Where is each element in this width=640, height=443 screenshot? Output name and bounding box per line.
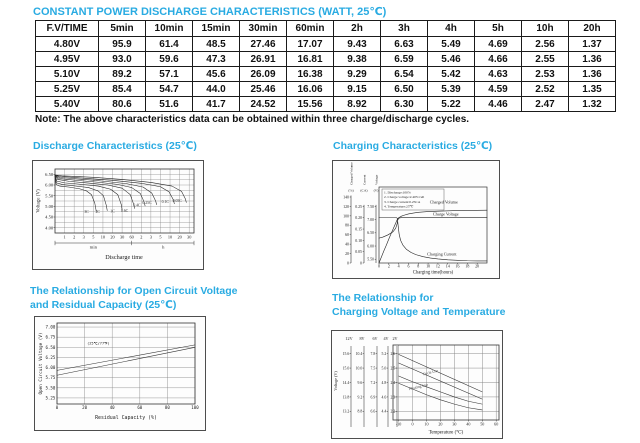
svg-text:0: 0 — [378, 263, 380, 269]
discharge-section-title: Discharge Characteristics (25℃) — [33, 140, 197, 152]
svg-text:8V: 8V — [359, 336, 365, 341]
svg-text:4.6: 4.6 — [381, 395, 387, 400]
table-cell: 5.42 — [428, 67, 475, 82]
svg-text:7.00: 7.00 — [367, 218, 374, 223]
table-cell: 4.66 — [475, 52, 522, 67]
table-cell: 2.47 — [522, 97, 569, 112]
svg-text:12: 12 — [435, 263, 440, 269]
svg-text:2.6: 2.6 — [390, 352, 396, 357]
svg-text:Temperature (℃): Temperature (℃) — [428, 430, 464, 436]
col-header: 3h — [381, 21, 428, 37]
svg-text:60: 60 — [129, 234, 134, 240]
svg-text:20: 20 — [475, 263, 480, 269]
col-header: 4h — [428, 21, 475, 37]
svg-text:5: 5 — [159, 234, 162, 240]
table-cell: 5.49 — [428, 37, 475, 52]
temp-plot-svg — [332, 331, 502, 438]
ocv-title-line2: and Residual Capacity (25℃) — [30, 299, 177, 311]
svg-text:Discharge time: Discharge time — [105, 254, 143, 261]
svg-text:9.2: 9.2 — [357, 395, 363, 400]
svg-text:6V: 6V — [372, 336, 378, 341]
svg-text:Charge Voltage: Charge Voltage — [432, 211, 459, 217]
svg-text:0.1C: 0.1C — [161, 200, 169, 205]
page-title: CONSTANT POWER DISCHARGE CHARACTERISTICS (WATT, 25℃) — [33, 6, 387, 18]
table-cell: 2.52 — [522, 82, 569, 97]
svg-text:2: 2 — [387, 263, 390, 269]
svg-text:Current: Current — [362, 174, 367, 185]
svg-text:(V): (V) — [373, 188, 379, 193]
table-cell: 61.4 — [146, 37, 193, 52]
svg-text:4V: 4V — [383, 336, 389, 341]
col-header: 60min — [287, 21, 334, 37]
svg-text:6.00: 6.00 — [45, 365, 56, 371]
table-row — [36, 52, 616, 67]
svg-text:14.4: 14.4 — [342, 380, 350, 385]
col-header: 10h — [522, 21, 569, 37]
table-cell: 1.35 — [569, 82, 616, 97]
svg-text:20: 20 — [177, 234, 182, 240]
ocv-residual-capacity-chart — [34, 316, 206, 431]
svg-text:20: 20 — [345, 251, 349, 256]
table-cell: 59.6 — [146, 52, 193, 67]
svg-text:0.4C: 0.4C — [133, 203, 141, 208]
svg-text:2.2: 2.2 — [390, 409, 396, 414]
svg-text:0: 0 — [360, 261, 362, 266]
table-row — [36, 37, 616, 52]
table-cell: 16.81 — [287, 52, 334, 67]
svg-text:60: 60 — [494, 421, 499, 427]
svg-text:1. Discharge:100%: 1. Discharge:100% — [384, 190, 411, 195]
svg-text:7.5: 7.5 — [370, 366, 376, 371]
table-cell: 54.7 — [146, 82, 193, 97]
table-cell: 85.4 — [99, 82, 146, 97]
col-header: 2h — [334, 21, 381, 37]
table-cell: 27.46 — [240, 37, 287, 52]
table-body — [36, 37, 616, 112]
svg-text:60: 60 — [345, 233, 349, 238]
table-cell: 1.32 — [569, 97, 616, 112]
svg-text:5.25: 5.25 — [45, 395, 56, 401]
col-header: 10min — [146, 21, 193, 37]
svg-text:5.50: 5.50 — [367, 257, 374, 262]
svg-text:2.4: 2.4 — [390, 380, 396, 385]
table-row — [36, 67, 616, 82]
table-cell: 25.46 — [240, 82, 287, 97]
constant-power-discharge-table — [35, 20, 616, 112]
svg-text:-10: -10 — [395, 421, 402, 427]
svg-text:13.8: 13.8 — [342, 395, 350, 400]
svg-text:2. Charge voltage:2.40V/cell: 2. Charge voltage:2.40V/cell — [384, 195, 425, 200]
svg-text:5.2: 5.2 — [381, 352, 387, 357]
table-cell: 15.56 — [287, 97, 334, 112]
svg-text:(25℃/77℉): (25℃/77℉) — [87, 341, 110, 346]
svg-text:7.00: 7.00 — [45, 324, 56, 330]
table-cell: 4.59 — [475, 82, 522, 97]
svg-text:5.75: 5.75 — [45, 375, 56, 381]
svg-text:6.00: 6.00 — [45, 182, 54, 188]
table-cell: 4.95V — [36, 52, 99, 67]
svg-text:10.4: 10.4 — [355, 352, 363, 357]
svg-text:4: 4 — [397, 263, 400, 269]
svg-text:Charging Current: Charging Current — [427, 251, 457, 257]
svg-text:40: 40 — [345, 242, 349, 247]
table-cell: 1.36 — [569, 67, 616, 82]
table-cell: 9.38 — [334, 52, 381, 67]
table-cell: 5.25V — [36, 82, 99, 97]
svg-text:20: 20 — [438, 421, 443, 427]
table-cell: 45.6 — [193, 67, 240, 82]
svg-text:Voltage: Voltage — [374, 174, 379, 185]
svg-text:2V: 2V — [392, 336, 398, 341]
table-cell: 16.38 — [287, 67, 334, 82]
svg-text:0.15: 0.15 — [355, 227, 362, 232]
svg-text:10: 10 — [426, 263, 431, 269]
svg-text:5.0: 5.0 — [381, 366, 387, 371]
table-row — [36, 82, 616, 97]
table-cell: 24.52 — [240, 97, 287, 112]
table-cell: 4.69 — [475, 37, 522, 52]
svg-text:80: 80 — [345, 223, 349, 228]
table-cell: 1.37 — [569, 37, 616, 52]
svg-text:2: 2 — [140, 234, 143, 240]
svg-text:6.50: 6.50 — [367, 231, 374, 236]
svg-text:4.4: 4.4 — [381, 409, 387, 414]
svg-text:7.2: 7.2 — [370, 380, 376, 385]
charging-chart — [332, 160, 500, 279]
table-cell: 9.29 — [334, 67, 381, 82]
table-cell: 5.39 — [428, 82, 475, 97]
svg-text:1C: 1C — [110, 209, 115, 214]
svg-text:0: 0 — [411, 421, 414, 427]
charging-section-title: Charging Characteristics (25℃) — [333, 140, 493, 152]
svg-text:Residual Capacity (%): Residual Capacity (%) — [95, 415, 157, 421]
svg-text:3: 3 — [149, 234, 152, 240]
table-cell: 9.15 — [334, 82, 381, 97]
charging-plot-svg — [333, 161, 499, 278]
table-header — [36, 21, 616, 37]
svg-text:2.3: 2.3 — [390, 395, 396, 400]
svg-text:2: 2 — [73, 234, 76, 240]
svg-text:5.50: 5.50 — [45, 193, 54, 199]
svg-text:6.9: 6.9 — [370, 395, 376, 400]
discharge-plot-svg — [33, 161, 203, 269]
table-cell: 26.09 — [240, 67, 287, 82]
svg-text:0: 0 — [55, 405, 59, 410]
table-cell: 47.3 — [193, 52, 240, 67]
table-cell: 41.7 — [193, 97, 240, 112]
table-cell: 2.55 — [522, 52, 569, 67]
svg-text:40: 40 — [109, 405, 115, 410]
temp-section-title — [332, 291, 505, 319]
svg-text:50: 50 — [480, 421, 485, 427]
table-cell: 95.9 — [99, 37, 146, 52]
table-cell: 5.46 — [428, 52, 475, 67]
svg-text:100: 100 — [343, 214, 349, 219]
table-cell: 1.36 — [569, 52, 616, 67]
svg-text:min: min — [89, 244, 97, 250]
svg-text:Floating Use: Floating Use — [408, 382, 429, 392]
table-cell: 93.0 — [99, 52, 146, 67]
svg-text:6.75: 6.75 — [45, 334, 56, 340]
ocv-plot-svg — [35, 317, 205, 430]
svg-text:6.50: 6.50 — [45, 171, 54, 177]
svg-text:15.0: 15.0 — [342, 366, 350, 371]
table-cell: 2.53 — [522, 67, 569, 82]
svg-text:0.25: 0.25 — [355, 204, 362, 209]
svg-text:4. Temperature:25℃: 4. Temperature:25℃ — [384, 204, 414, 209]
svg-text:0.6C: 0.6C — [120, 209, 129, 214]
svg-text:120: 120 — [343, 204, 349, 209]
table-cell: 57.1 — [146, 67, 193, 82]
svg-text:3: 3 — [82, 234, 85, 240]
table-note: Note: The above characteristics data can be obtained within three charge/discharge cycles. — [35, 114, 470, 125]
svg-text:12V: 12V — [345, 336, 353, 341]
svg-text:0: 0 — [347, 261, 349, 266]
table-cell: 48.5 — [193, 37, 240, 52]
svg-text:18: 18 — [465, 263, 470, 269]
table-row — [36, 97, 616, 112]
svg-text:80: 80 — [164, 405, 170, 410]
svg-text:6.6: 6.6 — [370, 409, 376, 414]
table-cell: 6.59 — [381, 52, 428, 67]
table-cell: 16.06 — [287, 82, 334, 97]
svg-text:2.5: 2.5 — [390, 366, 396, 371]
svg-text:(%): (%) — [348, 188, 354, 193]
svg-text:9.6: 9.6 — [357, 380, 363, 385]
svg-text:0.10: 0.10 — [355, 238, 362, 243]
svg-text:100: 100 — [191, 405, 199, 410]
svg-text:Cycle Use: Cycle Use — [422, 368, 439, 377]
svg-text:30: 30 — [452, 421, 457, 427]
table-cell: 4.63 — [475, 67, 522, 82]
discharge-chart — [32, 160, 204, 270]
svg-text:6: 6 — [407, 263, 410, 269]
table-cell: 6.30 — [381, 97, 428, 112]
svg-text:10: 10 — [167, 234, 173, 240]
svg-text:Open Circuit Voltage (V): Open Circuit Voltage (V) — [39, 332, 44, 395]
svg-text:5: 5 — [92, 234, 95, 240]
svg-text:Voltage (V): Voltage (V) — [333, 371, 338, 391]
svg-text:7.50: 7.50 — [367, 204, 374, 209]
svg-text:14: 14 — [445, 263, 450, 269]
svg-text:2C: 2C — [95, 210, 100, 215]
svg-text:h: h — [162, 244, 165, 250]
svg-text:Voltage (V): Voltage (V) — [36, 189, 42, 213]
table-cell: 80.6 — [99, 97, 146, 112]
svg-text:5.00: 5.00 — [45, 203, 54, 209]
col-header: 30min — [240, 21, 287, 37]
col-header: 20h — [569, 21, 616, 37]
table-cell: 44.0 — [193, 82, 240, 97]
table-cell: 51.6 — [146, 97, 193, 112]
svg-text:Charging time(hours): Charging time(hours) — [412, 270, 454, 276]
table-cell: 5.22 — [428, 97, 475, 112]
svg-text:4.00: 4.00 — [45, 225, 54, 231]
table-cell: 5.40V — [36, 97, 99, 112]
svg-text:0.05C: 0.05C — [172, 199, 182, 204]
svg-text:1: 1 — [63, 234, 66, 240]
svg-text:60: 60 — [137, 405, 143, 410]
svg-text:6.00: 6.00 — [367, 244, 374, 249]
table-cell: 17.07 — [287, 37, 334, 52]
svg-text:13.2: 13.2 — [342, 409, 350, 414]
svg-text:4.50: 4.50 — [45, 214, 54, 220]
table-cell: 4.46 — [475, 97, 522, 112]
svg-text:40: 40 — [466, 421, 471, 427]
temp-title-line1: The Relationship for — [332, 292, 434, 304]
svg-text:Charged Volume: Charged Volume — [349, 162, 354, 185]
col-header: F.V/TIME — [36, 21, 99, 37]
svg-text:140: 140 — [343, 195, 349, 200]
svg-text:8: 8 — [417, 263, 420, 269]
table-cell: 6.63 — [381, 37, 428, 52]
table-cell: 2.56 — [522, 37, 569, 52]
svg-text:5.50: 5.50 — [45, 385, 56, 391]
svg-text:30: 30 — [119, 234, 125, 240]
svg-text:20: 20 — [110, 234, 115, 240]
svg-text:10.0: 10.0 — [355, 366, 363, 371]
ocv-title-line1: The Relationship for Open Circuit Voltage — [30, 285, 238, 297]
charging-voltage-temperature-chart — [331, 330, 503, 439]
ocv-section-title — [30, 284, 238, 312]
svg-text:10: 10 — [424, 421, 429, 427]
svg-text:0.05: 0.05 — [355, 250, 362, 255]
table-cell: 9.43 — [334, 37, 381, 52]
svg-text:30: 30 — [187, 234, 192, 240]
svg-text:4.8: 4.8 — [381, 380, 387, 385]
col-header: 15min — [193, 21, 240, 37]
col-header: 5min — [99, 21, 146, 37]
svg-text:20: 20 — [82, 405, 88, 410]
table-cell: 4.80V — [36, 37, 99, 52]
table-cell: 89.2 — [99, 67, 146, 82]
table-cell: 26.91 — [240, 52, 287, 67]
svg-text:8.8: 8.8 — [357, 409, 363, 414]
svg-text:15.6: 15.6 — [342, 352, 350, 357]
svg-text:7.8: 7.8 — [370, 352, 376, 357]
svg-text:16: 16 — [455, 263, 460, 269]
svg-text:6.25: 6.25 — [45, 354, 56, 360]
svg-text:10: 10 — [100, 234, 106, 240]
table-cell: 6.50 — [381, 82, 428, 97]
svg-text:3C: 3C — [84, 210, 89, 215]
svg-text:0.20: 0.20 — [355, 216, 362, 221]
svg-text:(CA): (CA) — [360, 188, 368, 193]
svg-text:6.50: 6.50 — [45, 344, 56, 350]
svg-text:Charged Volume: Charged Volume — [429, 199, 458, 205]
svg-text:3. Charge current:0.25CA: 3. Charge current:0.25CA — [384, 199, 421, 204]
table-cell: 8.92 — [334, 97, 381, 112]
table-cell: 6.54 — [381, 67, 428, 82]
temp-title-line2: Charging Voltage and Temperature — [332, 306, 506, 318]
col-header: 5h — [475, 21, 522, 37]
svg-text:0.25C: 0.25C — [142, 201, 152, 206]
table-cell: 5.10V — [36, 67, 99, 82]
